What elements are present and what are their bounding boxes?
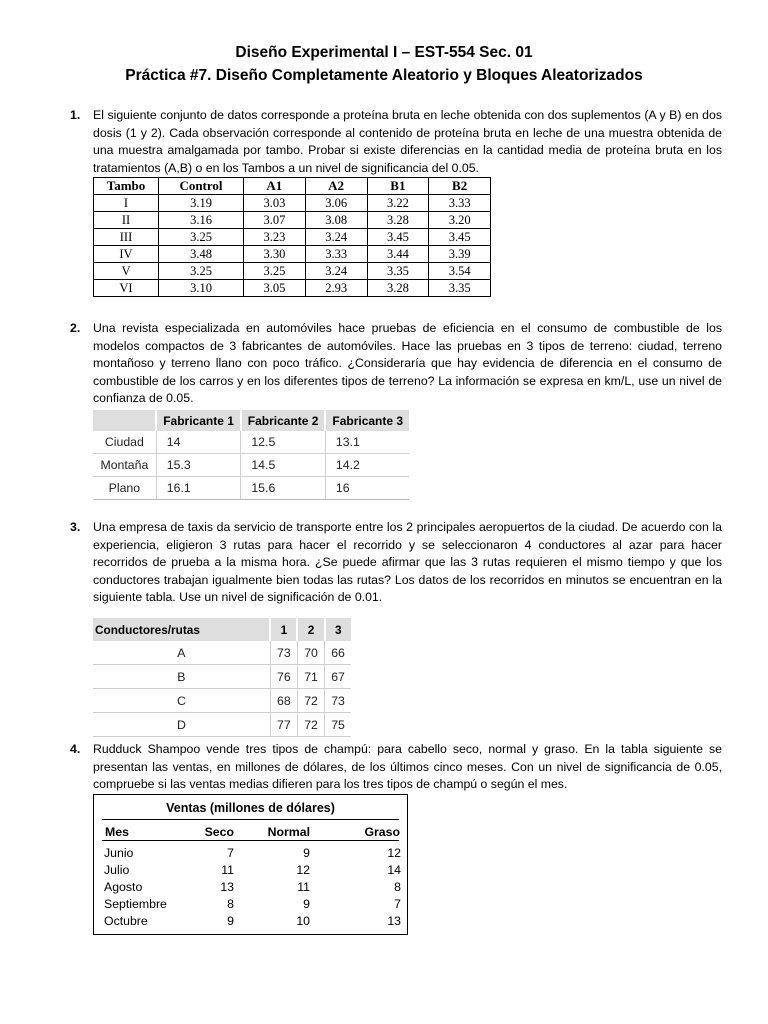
- question-text: Rudduck Shampoo vende tres tipos de champú: para cabello seco, normal y graso. En la tabla siguiente se presentan las ventas, en millones de dólares, de los últimos cinco meses. Con un nivel de significancia de 0.05, compruebe si las ventas medias difieren para los tres tipos de champú o según el mes.: [93, 742, 722, 792]
- table-cell: 7: [394, 897, 401, 911]
- table-row: [104, 896, 401, 913]
- header-cell: Normal: [267, 824, 310, 839]
- table-cell: C: [93, 689, 270, 713]
- table-cell: 8: [227, 897, 234, 911]
- table-cell: Plano: [93, 477, 156, 500]
- table-cell: Octubre: [104, 914, 148, 928]
- table-cell: 66: [325, 641, 351, 665]
- header-cell: [93, 410, 156, 431]
- table-cell: 13.1: [325, 431, 409, 454]
- table-cell: A: [93, 641, 270, 665]
- table-cell: 3.05: [244, 280, 306, 297]
- table-row: [93, 689, 351, 713]
- table-cell: 3.33: [429, 195, 491, 212]
- table-routes: [93, 618, 351, 737]
- table-cell: Agosto: [104, 880, 143, 894]
- table-header-row: [94, 178, 491, 195]
- header-cell: Mes: [105, 824, 129, 839]
- table-cell: 3.23: [244, 229, 306, 246]
- question-number: 4.: [70, 742, 81, 756]
- question-text: Una revista especializada en automóviles hace pruebas de eficiencia en el consumo de combustible de los modelos compactos de 3 fabricantes de automóviles. Hace las pruebas en 3 tipos de terreno: ciudad, terreno montañoso y terreno llano con poco tráfico. ¿Consideraría que hay evidencia de diferencia en el consumo de combustible de los carros y en los diferentes tipos de terreno? La información se expresa en km/L, use un nivel de confianza de 0.05.: [93, 321, 722, 406]
- document-title: Diseño Experimental I – EST-554 Sec. 01: [235, 44, 533, 61]
- table-cell: 16: [325, 477, 409, 500]
- header-cell: A1: [244, 178, 306, 195]
- table-cell: 12: [387, 846, 401, 860]
- header-cell: 2: [297, 618, 324, 641]
- table-row: [94, 195, 491, 212]
- table-cell: 3.28: [367, 280, 429, 297]
- table-row: [104, 862, 401, 879]
- header-cell: Conductores/rutas: [93, 618, 270, 641]
- table-cell: 11: [297, 880, 310, 894]
- table-row: [94, 280, 491, 297]
- table-cell: 3.16: [159, 212, 244, 229]
- table-cell: 3.03: [244, 195, 306, 212]
- table-row: [104, 842, 401, 862]
- table-cell: 3.45: [367, 229, 429, 246]
- table-cell: 2.93: [305, 280, 367, 297]
- table-cell: 3.45: [429, 229, 491, 246]
- table-cell: Ciudad: [93, 431, 156, 454]
- header-cell: Graso: [364, 824, 400, 839]
- question-1: [70, 107, 722, 177]
- table-cell: 14.5: [241, 454, 326, 477]
- table-sales: [104, 821, 401, 930]
- table-cell: 3.25: [159, 229, 244, 246]
- header-cell: Tambo: [94, 178, 159, 195]
- question-2: [70, 320, 722, 408]
- table-row: [93, 477, 409, 500]
- table-cell: 3.19: [159, 195, 244, 212]
- table-cell: 10: [296, 914, 310, 928]
- table-cell: 3.28: [367, 212, 429, 229]
- table-cell: VI: [94, 280, 159, 297]
- table-cell: 67: [325, 665, 351, 689]
- table-cell: 75: [325, 713, 351, 737]
- table-cell: II: [94, 212, 159, 229]
- header-cell: B2: [429, 178, 491, 195]
- question-4: [70, 741, 722, 794]
- table-cell: Junio: [104, 846, 134, 860]
- table-cell: 3.10: [159, 280, 244, 297]
- table-cell: 68: [270, 689, 297, 713]
- table-cell: 9: [303, 897, 310, 911]
- table-cell: 3.24: [305, 229, 367, 246]
- question-number: 1.: [70, 108, 81, 122]
- table-cell: 3.48: [159, 246, 244, 263]
- table-row: [94, 229, 491, 246]
- table-header-row: [104, 821, 401, 842]
- table-cell: 77: [270, 713, 297, 737]
- table-cell: 16.1: [156, 477, 241, 500]
- table-cell: Julio: [104, 863, 130, 877]
- table-cell: 3.07: [244, 212, 306, 229]
- table-cell: 72: [297, 689, 324, 713]
- table-cell: 3.20: [429, 212, 491, 229]
- table-row: [93, 665, 351, 689]
- document-subtitle: Práctica #7. Diseño Completamente Aleatorio y Bloques Aleatorizados: [125, 67, 643, 84]
- table-cell: 3.08: [305, 212, 367, 229]
- table-cell: 11: [221, 863, 234, 877]
- table-cell: 76: [270, 665, 297, 689]
- question-number: 3.: [70, 520, 81, 534]
- table-cell: 3.33: [305, 246, 367, 263]
- header-cell: Fabricante 1: [156, 410, 241, 431]
- question-text: El siguiente conjunto de datos corresponde a proteína bruta en leche obtenida con dos suplementos (A y B) en dos dosis (1 y 2). Cada observación corresponde al contenido de proteína bruta en leche de una muestra obtenida de una muestra amalgamada por tambo. Probar si existe diferencias en la cantidad media de proteína bruta en los tratamientos (A,B) o en los Tambos a un nivel de significancia del 0.05.: [93, 108, 722, 175]
- table-row: [93, 641, 351, 665]
- table-cell: 15.6: [241, 477, 326, 500]
- table-cell: 70: [297, 641, 324, 665]
- table-cell: 3.06: [305, 195, 367, 212]
- table-protein: [93, 177, 491, 297]
- table-cell: 9: [227, 914, 234, 928]
- table-cell: B: [93, 665, 270, 689]
- table-cell: 3.35: [429, 280, 491, 297]
- header-cell: A2: [305, 178, 367, 195]
- table-cell: 3.30: [244, 246, 306, 263]
- table-row: [104, 879, 401, 896]
- table-row: [93, 713, 351, 737]
- table-row: [104, 913, 401, 930]
- divider: [102, 819, 399, 820]
- question-text: Una empresa de taxis da servicio de transporte entre los 2 principales aeropuertos de la ciudad. De acuerdo con la experiencia, eligieron 3 rutas para hacer el recorrido y se seleccionaron 4 conductores al azar para hacer recorridos de prueba a la misma hora. ¿Se puede afirmar que las 3 rutas requieren el mismo tiempo y que los conductores trabajan igualmente bien todas las rutas? Los datos de los recorridos en minutos se encuentran en la siguiente tabla. Use un nivel de significación de 0.01.: [93, 520, 722, 605]
- question-3: [70, 519, 722, 607]
- table-fuel: [93, 410, 409, 500]
- table-cell: 3.39: [429, 246, 491, 263]
- table-cell: I: [94, 195, 159, 212]
- table-cell: 3.24: [305, 263, 367, 280]
- table-cell: 12: [296, 863, 310, 877]
- table-header-row: [93, 618, 351, 641]
- table-cell: 3.44: [367, 246, 429, 263]
- table-cell: 73: [325, 689, 351, 713]
- header-cell: 3: [325, 618, 351, 641]
- table-cell: 3.25: [159, 263, 244, 280]
- table-cell: 7: [227, 846, 234, 860]
- table-row: [93, 454, 409, 477]
- table-cell: D: [93, 713, 270, 737]
- table-cell: 13: [220, 880, 234, 894]
- table-caption: Ventas (millones de dólares): [166, 801, 335, 815]
- table-cell: Septiembre: [104, 897, 167, 911]
- table-cell: 15.3: [156, 454, 241, 477]
- table-row: [93, 431, 409, 454]
- table-cell: 14: [156, 431, 241, 454]
- table-cell: 71: [297, 665, 324, 689]
- table-cell: 3.25: [244, 263, 306, 280]
- header-cell: B1: [367, 178, 429, 195]
- table-cell: 73: [270, 641, 297, 665]
- table-cell: 14: [387, 863, 401, 877]
- table-cell: 3.35: [367, 263, 429, 280]
- table-cell: 13: [387, 914, 401, 928]
- table-cell: 8: [394, 880, 401, 894]
- table-row: [94, 212, 491, 229]
- table-cell: Montaña: [93, 454, 156, 477]
- header-cell: Fabricante 2: [241, 410, 326, 431]
- question-number: 2.: [70, 321, 81, 335]
- table-cell: III: [94, 229, 159, 246]
- table-cell: 12.5: [241, 431, 326, 454]
- table-cell: V: [94, 263, 159, 280]
- table-cell: 3.54: [429, 263, 491, 280]
- table-cell: IV: [94, 246, 159, 263]
- table-cell: 72: [297, 713, 324, 737]
- header-cell: Seco: [204, 824, 234, 839]
- table-row: [94, 246, 491, 263]
- table-cell: 3.22: [367, 195, 429, 212]
- table-row: [94, 263, 491, 280]
- table-cell: 14.2: [325, 454, 409, 477]
- header-cell: Fabricante 3: [325, 410, 409, 431]
- header-cell: Control: [159, 178, 244, 195]
- table-sales-box: [93, 794, 408, 935]
- table-cell: 9: [303, 846, 310, 860]
- header-cell: 1: [270, 618, 297, 641]
- table-header-row: [93, 410, 409, 431]
